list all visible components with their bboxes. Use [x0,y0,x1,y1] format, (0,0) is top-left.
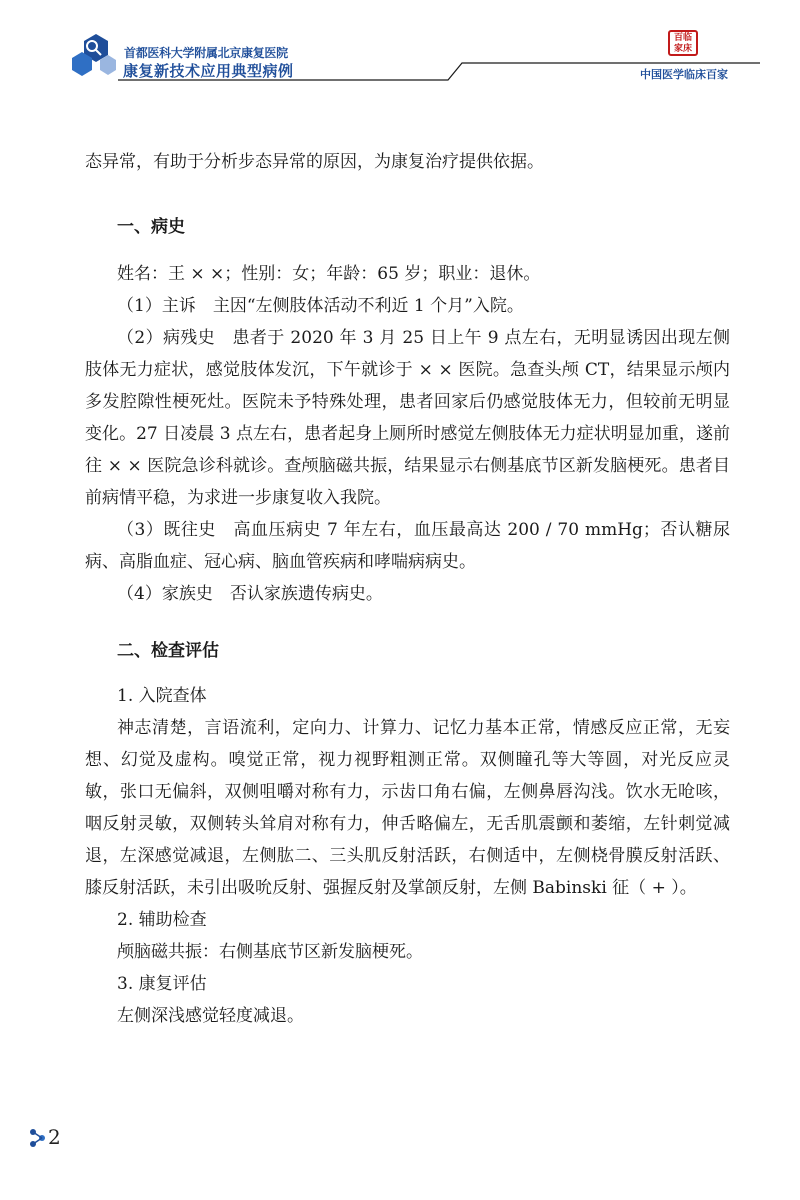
exam-text: 神志清楚，言语流利，定向力、计算力、记忆力基本正常，情感反应正常，无妄想、幻觉及虚构。嗅觉正常，视力视野粗测正常。双侧瞳孔等大等圆，对光反应灵敏，张口无偏斜，双侧咀嚼对称有力，示齿口角右偏，左侧鼻唇沟浅。饮水无呛咳，咽反射灵敏，双侧转头耸肩对称有力，伸舌略偏左，无舌肌震颤和萎缩，左针刺觉减退，左深感觉减退，左侧肱二、三头肌反射活跃，右侧适中，左侧桡骨膜反射活跃、膝反射活跃，未引出吸吮反射、强握反射及掌颌反射，左侧 Babinski 征（ + ）。 [85,718,730,898]
family-history: （4）家族史 否认家族遗传病史。 [117,584,383,604]
exam-subtitle: 1. 入院查体 [117,686,207,706]
section-heading-assessment: 二、检查评估 [117,641,219,661]
institution-name: 首都医科大学附属北京康复医院 [124,46,288,60]
rehab-eval-subtitle: 3. 康复评估 [117,974,207,994]
molecule-icon [28,1127,48,1149]
chief-complaint: （1）主诉 主因“左侧肢体活动不利近 1 个月”入院。 [117,296,524,316]
aux-exam-subtitle: 2. 辅助检查 [117,910,207,930]
past-history: （3）既往史 高血压病史 7 年左右，血压最高达 200 / 70 mmHg；否认糖尿病、高脂血症、冠心病、脑血管疾病和哮喘病病史。 [85,520,730,572]
hospital-logo-icon [72,34,116,76]
page-content [85,146,730,1032]
patient-info: 姓名：王 × ×；性别：女；年龄：65 岁；职业：退休。 [117,264,541,284]
page-header [0,0,800,100]
intro-paragraph: 态异常，有助于分析步态异常的原因，为康复治疗提供依据。 [85,152,544,172]
book-title: 康复新技术应用典型病例 [123,62,294,80]
page-number: 2 [48,1125,61,1149]
series-name: 中国医学临床百家 [640,68,728,81]
rehab-eval-text: 左侧深浅感觉轻度减退。 [117,1006,304,1026]
aux-exam-text: 颅脑磁共振：右侧基底节区新发脑梗死。 [117,942,423,962]
series-seal: 百临 家床 [668,30,698,56]
section-heading-history: 一、病史 [117,217,185,237]
present-illness: （2）病残史 患者于 2020 年 3 月 25 日上午 9 点左右，无明显诱因出现左侧肢体无力症状，感觉肢体发沉，下午就诊于 × × 医院。急查头颅 CT，结果显示颅内多发腔隙性梗死灶。医院未予特殊处理，患者回家后仍感觉肢体无力，但较前无明显变化。27 日凌晨 3 点左右，患者起身上厕所时感觉左侧肢体无力症状明显加重，遂前往 × × 医院急诊科就诊。查颅脑磁共振，结果显示右侧基底节区新发脑梗死。患者目前病情平稳，为求进一步康复收入我院。 [85,328,730,508]
